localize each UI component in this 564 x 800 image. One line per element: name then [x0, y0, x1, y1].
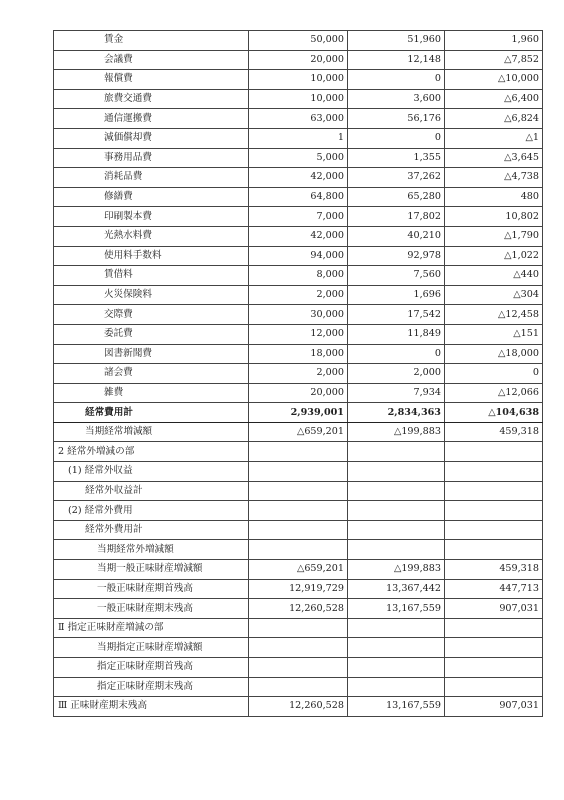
- table-row: [54, 148, 543, 168]
- row-label: 光熱水料費: [54, 226, 249, 246]
- difference-cell: [445, 658, 543, 678]
- row-label: 火災保険料: [54, 285, 249, 305]
- row-label: Ⅲ 正味財産期末残高: [54, 697, 249, 717]
- table-row: [54, 305, 543, 325]
- row-label: 交際費: [54, 305, 249, 325]
- actual-cell: [348, 462, 445, 482]
- actual-cell: 0: [348, 70, 445, 90]
- row-label: 委託費: [54, 324, 249, 344]
- actual-cell: 56,176: [348, 109, 445, 129]
- budget-cell: [249, 618, 348, 638]
- table-row: [54, 344, 543, 364]
- row-label: 指定正味財産期首残高: [54, 658, 249, 678]
- budget-cell: 2,000: [249, 285, 348, 305]
- budget-cell: 10,000: [249, 89, 348, 109]
- row-label: 一般正味財産期末残高: [54, 599, 249, 619]
- row-label: 事務用品費: [54, 148, 249, 168]
- difference-cell: 480: [445, 187, 543, 207]
- difference-cell: △18,000: [445, 344, 543, 364]
- table-row: [54, 697, 543, 717]
- table-row: [54, 187, 543, 207]
- table-row: [54, 109, 543, 129]
- difference-cell: △12,066: [445, 383, 543, 403]
- table-row: [54, 501, 543, 521]
- actual-cell: [348, 677, 445, 697]
- table-row: [54, 462, 543, 482]
- difference-cell: △304: [445, 285, 543, 305]
- row-label: 諸会費: [54, 364, 249, 384]
- actual-cell: 65,280: [348, 187, 445, 207]
- row-label: 減価償却費: [54, 128, 249, 148]
- budget-cell: 8,000: [249, 266, 348, 286]
- difference-cell: △104,638: [445, 403, 543, 423]
- actual-cell: [348, 658, 445, 678]
- row-label: 賃借料: [54, 266, 249, 286]
- actual-cell: 7,934: [348, 383, 445, 403]
- table-row: [54, 599, 543, 619]
- row-label: 会議費: [54, 50, 249, 70]
- actual-cell: 13,167,559: [348, 697, 445, 717]
- row-label: 通信運搬費: [54, 109, 249, 129]
- table-row: [54, 168, 543, 188]
- table-row: [54, 481, 543, 501]
- difference-cell: 447,713: [445, 579, 543, 599]
- difference-cell: △1,790: [445, 226, 543, 246]
- table-row: [54, 677, 543, 697]
- table-row: [54, 560, 543, 580]
- budget-cell: [249, 462, 348, 482]
- table-row: [54, 364, 543, 384]
- row-label: 印刷製本費: [54, 207, 249, 227]
- row-label: 報償費: [54, 70, 249, 90]
- actual-cell: [348, 442, 445, 462]
- row-label: 当期経常増減額: [54, 422, 249, 442]
- actual-cell: 13,367,442: [348, 579, 445, 599]
- financial-statement-table: [53, 30, 543, 717]
- budget-cell: 2,000: [249, 364, 348, 384]
- table-row: [54, 50, 543, 70]
- budget-cell: 20,000: [249, 50, 348, 70]
- difference-cell: △151: [445, 324, 543, 344]
- table-row: [54, 540, 543, 560]
- actual-cell: [348, 638, 445, 658]
- budget-cell: 18,000: [249, 344, 348, 364]
- budget-cell: 63,000: [249, 109, 348, 129]
- budget-cell: △659,201: [249, 560, 348, 580]
- row-label: 2 経常外増減の部: [54, 442, 249, 462]
- actual-cell: 92,978: [348, 246, 445, 266]
- difference-cell: 459,318: [445, 560, 543, 580]
- row-label: 指定正味財産期末残高: [54, 677, 249, 697]
- row-label: 当期指定正味財産増減額: [54, 638, 249, 658]
- difference-cell: 907,031: [445, 697, 543, 717]
- actual-cell: [348, 520, 445, 540]
- budget-cell: 42,000: [249, 168, 348, 188]
- actual-cell: 37,262: [348, 168, 445, 188]
- difference-cell: △1,022: [445, 246, 543, 266]
- row-label: 賃金: [54, 31, 249, 51]
- table-row: [54, 638, 543, 658]
- difference-cell: △440: [445, 266, 543, 286]
- actual-cell: [348, 501, 445, 521]
- difference-cell: [445, 481, 543, 501]
- budget-cell: 12,919,729: [249, 579, 348, 599]
- actual-cell: 0: [348, 128, 445, 148]
- row-label: 修繕費: [54, 187, 249, 207]
- difference-cell: [445, 618, 543, 638]
- difference-cell: 459,318: [445, 422, 543, 442]
- budget-cell: 12,000: [249, 324, 348, 344]
- actual-cell: 12,148: [348, 50, 445, 70]
- budget-cell: [249, 638, 348, 658]
- row-label: 旅費交通費: [54, 89, 249, 109]
- difference-cell: △3,645: [445, 148, 543, 168]
- difference-cell: △12,458: [445, 305, 543, 325]
- table-row: [54, 285, 543, 305]
- table-row: [54, 246, 543, 266]
- budget-cell: 7,000: [249, 207, 348, 227]
- difference-cell: [445, 462, 543, 482]
- budget-cell: 42,000: [249, 226, 348, 246]
- row-label: 当期一般正味財産増減額: [54, 560, 249, 580]
- budget-cell: 64,800: [249, 187, 348, 207]
- budget-cell: 50,000: [249, 31, 348, 51]
- budget-cell: △659,201: [249, 422, 348, 442]
- budget-cell: [249, 501, 348, 521]
- row-label: 一般正味財産期首残高: [54, 579, 249, 599]
- actual-cell: 0: [348, 344, 445, 364]
- difference-cell: △10,000: [445, 70, 543, 90]
- budget-cell: 2,939,001: [249, 403, 348, 423]
- actual-cell: [348, 540, 445, 560]
- row-label: 消耗品費: [54, 168, 249, 188]
- actual-cell: 17,542: [348, 305, 445, 325]
- difference-cell: [445, 638, 543, 658]
- table-row: [54, 226, 543, 246]
- table-row: [54, 579, 543, 599]
- row-label: (2) 経常外費用: [54, 501, 249, 521]
- difference-cell: 1,960: [445, 31, 543, 51]
- row-label: (1) 経常外収益: [54, 462, 249, 482]
- actual-cell: 7,560: [348, 266, 445, 286]
- table-row: [54, 618, 543, 638]
- budget-cell: 20,000: [249, 383, 348, 403]
- table-row: [54, 128, 543, 148]
- table-row: [54, 207, 543, 227]
- difference-cell: △1: [445, 128, 543, 148]
- difference-cell: △6,824: [445, 109, 543, 129]
- difference-cell: [445, 520, 543, 540]
- table-row: [54, 324, 543, 344]
- actual-cell: [348, 618, 445, 638]
- budget-cell: 5,000: [249, 148, 348, 168]
- actual-cell: 1,355: [348, 148, 445, 168]
- actual-cell: 2,834,363: [348, 403, 445, 423]
- difference-cell: △6,400: [445, 89, 543, 109]
- row-label: 経常費用計: [54, 403, 249, 423]
- row-label: 雑費: [54, 383, 249, 403]
- difference-cell: △4,738: [445, 168, 543, 188]
- row-label: 経常外費用計: [54, 520, 249, 540]
- budget-cell: 10,000: [249, 70, 348, 90]
- table-row: [54, 266, 543, 286]
- actual-cell: △199,883: [348, 560, 445, 580]
- budget-cell: [249, 658, 348, 678]
- table-row: [54, 403, 543, 423]
- actual-cell: 51,960: [348, 31, 445, 51]
- table-row: [54, 31, 543, 51]
- budget-cell: 30,000: [249, 305, 348, 325]
- row-label: 使用料手数料: [54, 246, 249, 266]
- actual-cell: 13,167,559: [348, 599, 445, 619]
- difference-cell: 0: [445, 364, 543, 384]
- difference-cell: [445, 442, 543, 462]
- actual-cell: 17,802: [348, 207, 445, 227]
- table-body: [54, 31, 543, 717]
- table-row: [54, 89, 543, 109]
- table-row: [54, 442, 543, 462]
- budget-cell: 1: [249, 128, 348, 148]
- row-label: 当期経常外増減額: [54, 540, 249, 560]
- actual-cell: 11,849: [348, 324, 445, 344]
- actual-cell: 1,696: [348, 285, 445, 305]
- table-row: [54, 422, 543, 442]
- budget-cell: 12,260,528: [249, 697, 348, 717]
- table-row: [54, 70, 543, 90]
- budget-cell: [249, 677, 348, 697]
- budget-cell: 94,000: [249, 246, 348, 266]
- difference-cell: [445, 540, 543, 560]
- budget-cell: [249, 540, 348, 560]
- table-row: [54, 520, 543, 540]
- budget-cell: [249, 442, 348, 462]
- actual-cell: [348, 481, 445, 501]
- budget-cell: [249, 481, 348, 501]
- budget-cell: [249, 520, 348, 540]
- difference-cell: [445, 677, 543, 697]
- table-row: [54, 383, 543, 403]
- difference-cell: 10,802: [445, 207, 543, 227]
- budget-cell: 12,260,528: [249, 599, 348, 619]
- difference-cell: 907,031: [445, 599, 543, 619]
- actual-cell: 2,000: [348, 364, 445, 384]
- row-label: 経常外収益計: [54, 481, 249, 501]
- actual-cell: 40,210: [348, 226, 445, 246]
- difference-cell: [445, 501, 543, 521]
- difference-cell: △7,852: [445, 50, 543, 70]
- table-row: [54, 658, 543, 678]
- actual-cell: 3,600: [348, 89, 445, 109]
- actual-cell: △199,883: [348, 422, 445, 442]
- row-label: 図書新聞費: [54, 344, 249, 364]
- row-label: Ⅱ 指定正味財産増減の部: [54, 618, 249, 638]
